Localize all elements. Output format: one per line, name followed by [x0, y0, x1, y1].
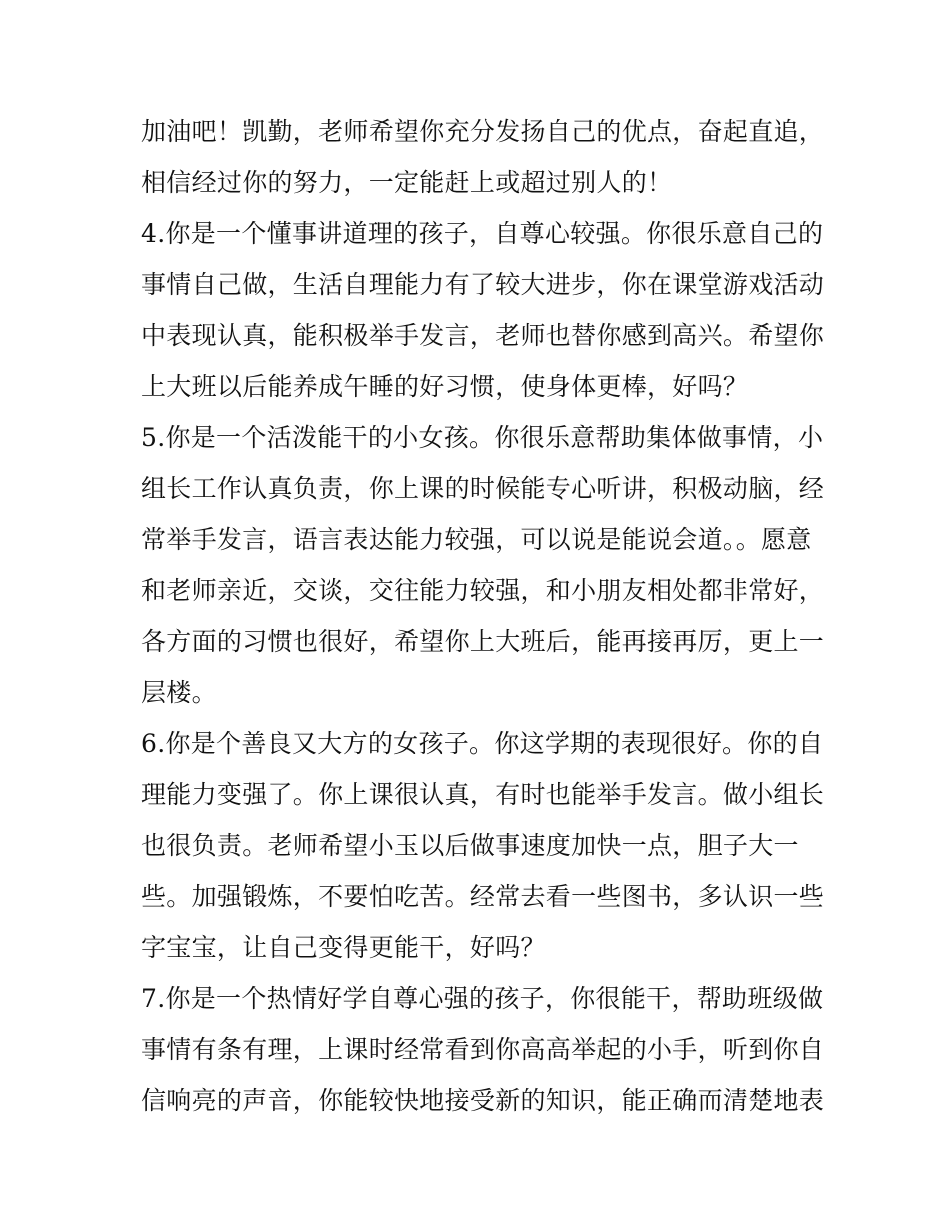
document-body: [141, 106, 825, 1126]
text-line: 上大班以后能养成午睡的好习惯，使身体更棒，好吗？: [141, 372, 749, 401]
text-line: 4.你是一个懂事讲道理的孩子，自尊心较强。你很乐意自己的: [141, 219, 824, 248]
text-line: 事情有条有理，上课时经常看到你高高举起的小手，听到你自: [141, 1035, 825, 1064]
text-line: 组长工作认真负责，你上课的时候能专心听讲，积极动脑，经: [141, 474, 825, 503]
text-line: 各方面的习惯也很好，希望你上大班后，能再接再厉，更上一: [141, 627, 825, 656]
text-line: 些。加强锻炼，不要怕吃苦。经常去看一些图书，多认识一些: [141, 882, 825, 911]
text-line: 层楼。: [141, 678, 217, 707]
text-line: 事情自己做，生活自理能力有了较大进步，你在课堂游戏活动: [141, 270, 825, 299]
text-line: 5.你是一个活泼能干的小女孩。你很乐意帮助集体做事情，小: [141, 423, 824, 452]
text-line: 也很负责。老师希望小玉以后做事速度加快一点，胆子大一: [141, 831, 799, 860]
text-line: 信响亮的声音，你能较快地接受新的知识，能正确而清楚地表: [141, 1086, 825, 1115]
text-line: 理能力变强了。你上课很认真，有时也能举手发言。做小组长: [141, 780, 825, 809]
text-line: 7.你是一个热情好学自尊心强的孩子，你很能干，帮助班级做: [141, 984, 824, 1013]
text-line: 相信经过你的努力，一定能赶上或超过别人的！: [141, 168, 673, 197]
text-line: 字宝宝，让自己变得更能干，好吗？: [141, 933, 546, 962]
text-line: 加油吧！凯勤，老师希望你充分发扬自己的优点，奋起直追，: [141, 117, 825, 146]
text-line: 常举手发言，语言表达能力较强，可以说是能说会道。。愿意: [141, 525, 812, 554]
text-line: 6.你是个善良又大方的女孩子。你这学期的表现很好。你的自: [141, 729, 824, 758]
text-line: 和老师亲近，交谈，交往能力较强，和小朋友相处都非常好，: [141, 576, 825, 605]
text-line: 中表现认真，能积极举手发言，老师也替你感到高兴。希望你: [141, 321, 825, 350]
